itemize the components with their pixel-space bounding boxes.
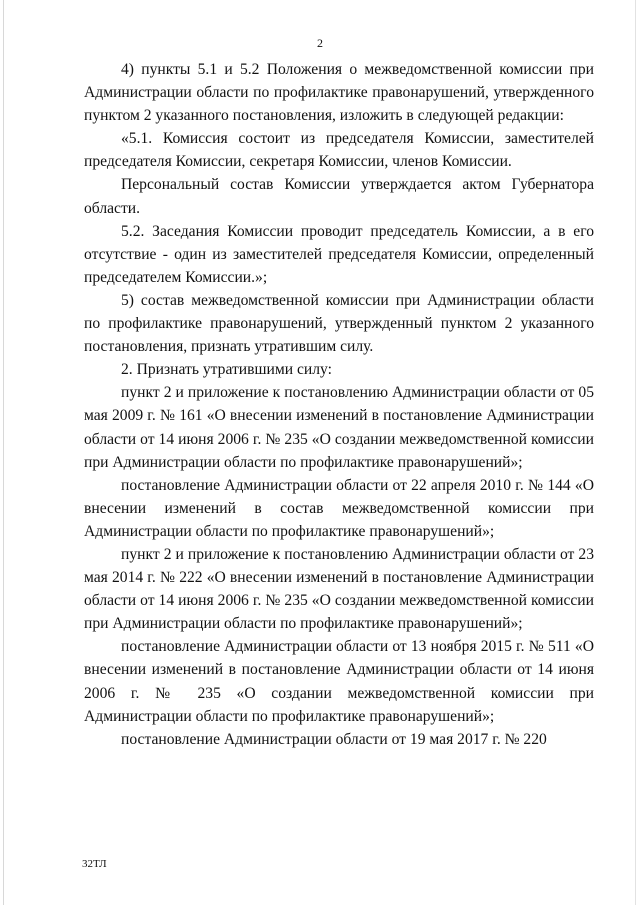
- scan-edge-left: [3, 0, 4, 905]
- paragraph-repeal-2009: пункт 2 и приложение к постановлению Администрации области от 05 мая 2009 г. № 161 «О внесении изменений в постановление Администрации области от 14 июня 2006 г. № 235 «О создании межведомственной комиссии при Администрации области по профилактике правонарушений»;: [84, 384, 594, 471]
- paragraph-clause-5-2: 5.2. Заседания Комиссии проводит председатель Комиссии, а в его отсутствие - один из заместителей председателя Комиссии, определенный председателем Комиссии.»;: [84, 222, 594, 286]
- scan-edge-right: [635, 0, 636, 905]
- document-body: [84, 58, 594, 751]
- paragraph-personal-composition: Персональный состав Комиссии утверждается актом Губернатора области.: [84, 176, 594, 217]
- paragraph-clause-5-1: «5.1. Комиссия состоит из председателя Комиссии, заместителей председателя Комиссии, секретаря Комиссии, членов Комиссии.: [84, 130, 594, 171]
- page-number: 2: [317, 36, 323, 50]
- footer-code: 32ТЛ: [82, 858, 107, 870]
- paragraph-repeal-2010: постановление Администрации области от 22 апреля 2010 г. № 144 «О внесении изменений в состав межведомственной комиссии при Администрации области по профилактике правонарушений»;: [84, 476, 594, 540]
- paragraph-repeal-2015: постановление Администрации области от 13 ноября 2015 г. № 511 «О внесении изменений в постановление Администрации области от 14 июня 2006 г. № 235 «О создании межведомственной комиссии при Администрации области по профилактике правонарушений»;: [84, 638, 594, 725]
- paragraph-item-5: 5) состав межведомственной комиссии при Администрации области по профилактике правонарушений, утвержденный пунктом 2 указанного постановления, признать утратившим силу.: [84, 291, 594, 356]
- paragraph-item-4: 4) пункты 5.1 и 5.2 Положения о межведомственной комиссии при Администрации области по профилактике правонарушений, утвержденного пунктом 2 указанного постановления, изложить в следующей редакции:: [84, 61, 594, 125]
- paragraph-section-2: 2. Признать утратившими силу:: [121, 361, 332, 379]
- paragraph-repeal-2017: постановление Администрации области от 19 мая 2017 г. № 220: [121, 730, 547, 748]
- paragraph-repeal-2014: пункт 2 и приложение к постановлению Администрации области от 23 мая 2014 г. № 222 «О внесении изменений в постановление Администрации области от 14 июня 2006 г. № 235 «О создании межведомственной комиссии при Администрации области по профилактике правонарушений»;: [84, 545, 594, 633]
